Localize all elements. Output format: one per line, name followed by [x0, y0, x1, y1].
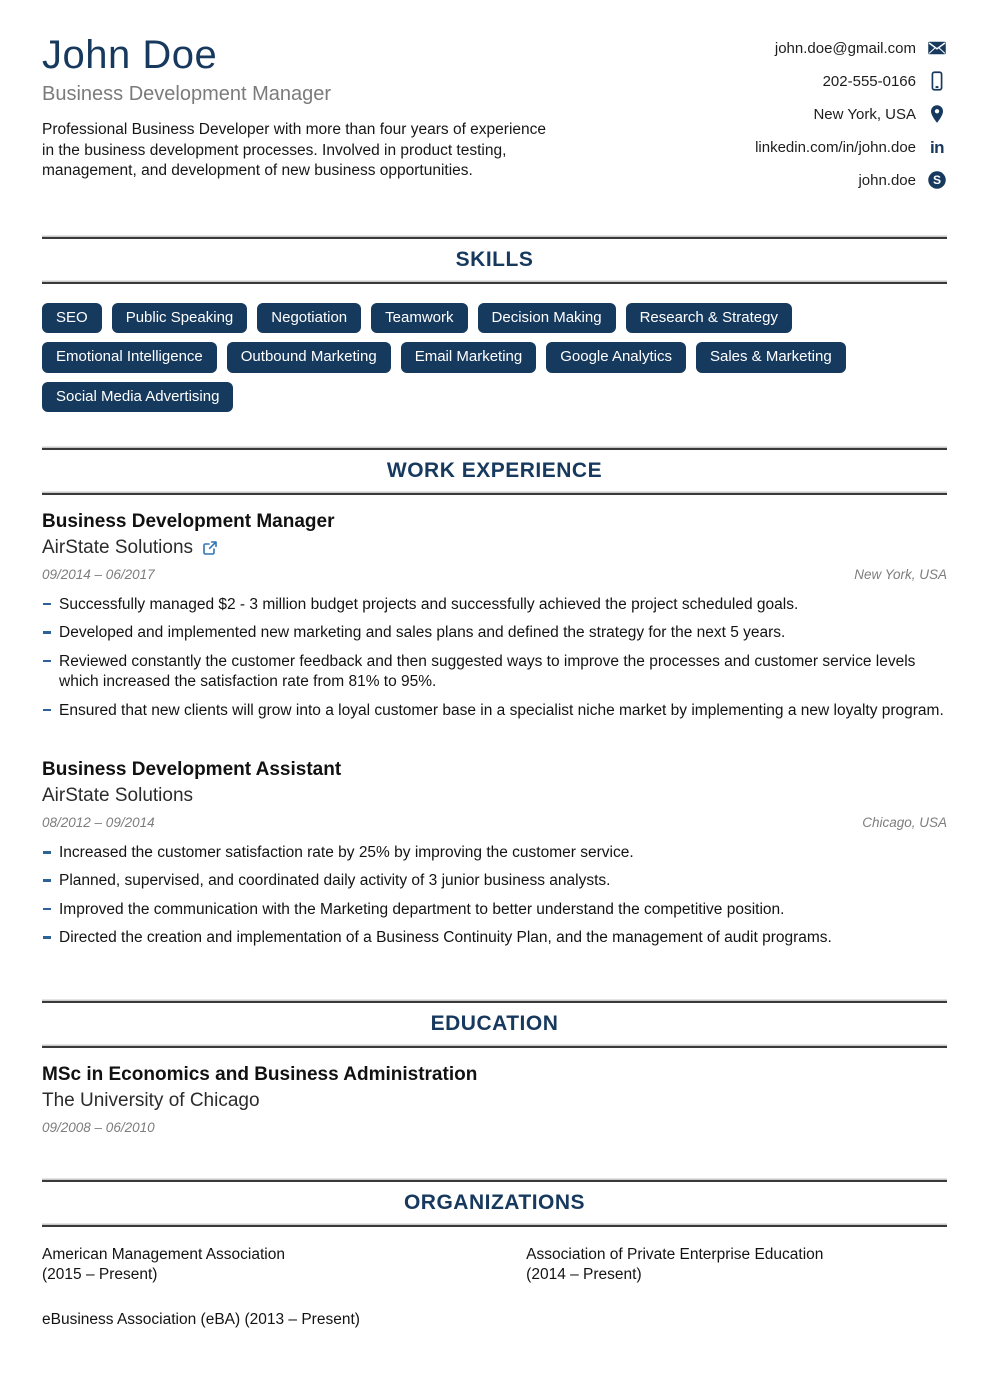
skill-pill: Public Speaking	[112, 303, 248, 333]
job-list	[42, 511, 947, 949]
job-entry	[42, 511, 947, 721]
external-link-icon[interactable]	[202, 540, 218, 556]
skill-pill: Outbound Marketing	[227, 342, 391, 372]
skype-icon	[927, 170, 947, 190]
contact-text: 202-555-0166	[822, 72, 916, 90]
person-job-title: Business Development Manager	[42, 83, 332, 105]
skills-heading: SKILLS	[455, 248, 534, 271]
contact-list	[755, 34, 947, 203]
work-experience-heading: WORK EXPERIENCE	[386, 458, 603, 482]
contact-row	[755, 38, 947, 58]
organization-entry	[526, 1245, 947, 1285]
summary-text: Professional Business Developer with more than four years of experience in the business development processes. Involved in product testing, management, and development of new business opportunities.	[42, 121, 547, 180]
person-name: John Doe	[42, 33, 218, 77]
job-bullet: Reviewed constantly the customer feedback and then suggested ways to improve the processes and customer service levels which increased the satisfaction rate from 81% to 95%.	[42, 652, 947, 693]
job-dates: 08/2012 – 09/2014	[42, 815, 155, 831]
skill-pill: Sales & Marketing	[696, 342, 846, 372]
skills-pill-list	[42, 284, 947, 412]
section-divider	[42, 1046, 947, 1048]
organization-name: Association of Private Enterprise Education	[526, 1245, 824, 1263]
school-name: The University of Chicago	[42, 1089, 260, 1111]
job-entry	[42, 759, 947, 949]
organization-entry	[42, 1245, 526, 1285]
organization-dates: (2014 – Present)	[526, 1265, 642, 1283]
skill-pill: Email Marketing	[401, 342, 537, 372]
email-icon	[927, 38, 947, 58]
job-bullet-list	[42, 843, 947, 949]
contact-text: linkedin.com/in/john.doe	[755, 138, 916, 156]
job-bullet: Successfully managed $2 - 3 million budget projects and successfully achieved the project scheduled goals.	[42, 595, 947, 615]
organization-list	[42, 1227, 947, 1330]
job-bullet: Ensured that new clients will grow into a loyal customer base in a specialist niche market by implementing a new loyalty program.	[42, 701, 947, 721]
company-name: AirState Solutions	[42, 785, 194, 807]
education-heading: EDUCATION	[430, 1011, 559, 1035]
organizations-section	[42, 1180, 947, 1330]
skills-section	[42, 237, 947, 412]
phone-icon	[927, 71, 947, 91]
linkedin-icon: in	[929, 137, 945, 157]
skill-pill: Emotional Intelligence	[42, 342, 217, 372]
education-dates: 09/2008 – 06/2010	[42, 1119, 155, 1135]
job-location: New York, USA	[854, 566, 947, 582]
education-section	[42, 1001, 947, 1135]
organization-dates: (2015 – Present)	[42, 1265, 158, 1283]
skill-pill: Teamwork	[371, 303, 467, 333]
svg-text:S: S	[932, 173, 942, 188]
contact-row	[755, 71, 947, 91]
education-entry	[42, 1064, 947, 1135]
organization-name: eBusiness Association (eBA) (2013 – Present)	[42, 1311, 360, 1329]
contact-text: john.doe	[858, 171, 916, 189]
contact-text: john.doe@gmail.com	[774, 39, 916, 57]
skill-pill: Research & Strategy	[626, 303, 792, 333]
company-name: AirState Solutions	[42, 536, 194, 558]
job-location: Chicago, USA	[862, 815, 947, 831]
skill-pill: SEO	[42, 303, 102, 333]
job-dates: 09/2014 – 06/2017	[42, 566, 155, 582]
contact-text: New York, USA	[813, 105, 916, 123]
identity-block	[42, 34, 587, 203]
job-title: Business Development Manager	[42, 510, 335, 532]
organization-name: American Management Association	[42, 1245, 285, 1263]
job-bullet-list	[42, 595, 947, 721]
job-bullet: Improved the communication with the Marketing department to better understand the competitive position.	[42, 900, 947, 920]
job-bullet: Planned, supervised, and coordinated daily activity of 3 junior business analysts.	[42, 871, 947, 891]
location-icon	[927, 104, 947, 124]
skill-pill: Decision Making	[478, 303, 616, 333]
contact-row	[755, 137, 947, 157]
skill-pill: Negotiation	[257, 303, 361, 333]
contact-row	[755, 170, 947, 190]
work-experience-section	[42, 448, 947, 949]
section-divider	[42, 493, 947, 495]
job-title: Business Development Assistant	[42, 759, 342, 781]
skill-pill: Google Analytics	[546, 342, 686, 372]
organization-entry	[42, 1310, 526, 1330]
resume-header	[42, 34, 947, 203]
degree-title: MSc in Economics and Business Administration	[42, 1063, 478, 1085]
contact-row	[755, 104, 947, 124]
organizations-heading: ORGANIZATIONS	[403, 1190, 586, 1214]
job-bullet: Increased the customer satisfaction rate by 25% by improving the customer service.	[42, 843, 947, 863]
skill-pill: Social Media Advertising	[42, 382, 233, 412]
job-bullet: Directed the creation and implementation of a Business Continuity Plan, and the management of audit programs.	[42, 928, 947, 948]
job-bullet: Developed and implemented new marketing and sales plans and defined the strategy for the next 5 years.	[42, 623, 947, 643]
